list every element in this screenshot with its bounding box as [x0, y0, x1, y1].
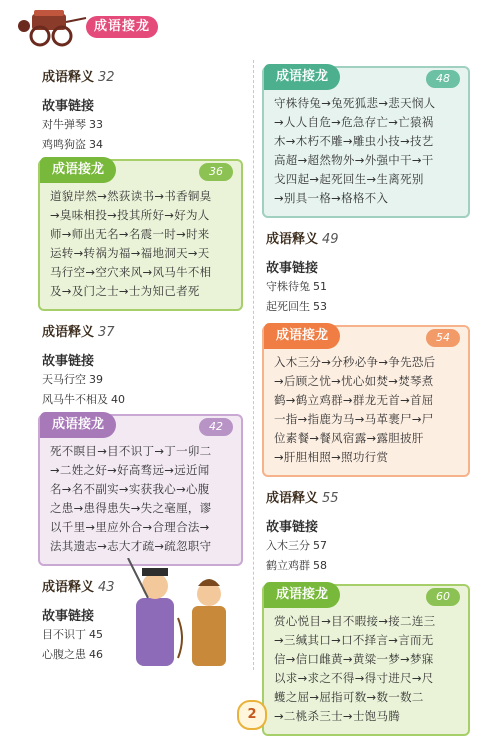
cart-icon [14, 4, 88, 48]
box-page-number: 60 [426, 588, 460, 606]
box-page-number: 42 [199, 418, 233, 436]
section-title: 成语释义 43 [42, 580, 115, 595]
box-label: 成语接龙 [264, 64, 340, 90]
list-item[interactable]: 鸡鸣狗盗 34 [42, 138, 103, 151]
section-title: 成语释义 49 [266, 232, 339, 247]
idiom-chain-text: 入木三分→分秒必争→争先恐后 →后顾之忧→忧心如焚→焚琴煮 鹤→鹤立鸡群→群龙无首→首屈 一指→指鹿为马→马革裹尸→尸 位素餐→餐风宿露→露胆披肝 →肝胆相照→照功行赏 [274, 355, 436, 464]
story-link-title: 故事链接 [266, 261, 319, 276]
story-link-title: 故事链接 [42, 354, 95, 369]
page-number: 2 [237, 700, 267, 730]
list-item[interactable]: 守株待兔 51 [266, 280, 327, 293]
idiom-chain-box [38, 414, 243, 566]
list-item[interactable]: 天马行空 39 [42, 373, 103, 386]
idiom-chain-box [38, 159, 243, 311]
box-label: 成语接龙 [264, 323, 340, 349]
idiom-chain-box [262, 325, 470, 477]
box-label: 成语接龙 [40, 412, 116, 438]
box-page-number: 36 [199, 163, 233, 181]
header-title: 成语接龙 [86, 16, 158, 38]
story-link-title: 故事链接 [42, 609, 95, 624]
list-item[interactable]: 起死回生 53 [266, 300, 327, 313]
idiom-chain-box [262, 584, 470, 736]
box-label: 成语接龙 [264, 582, 340, 608]
list-item[interactable]: 鹤立鸡群 58 [266, 559, 327, 572]
box-label: 成语接龙 [40, 157, 116, 183]
section-title: 成语释义 55 [266, 491, 339, 506]
story-link-title: 故事链接 [266, 520, 319, 535]
list-item[interactable]: 入木三分 57 [266, 539, 327, 552]
section-title: 成语释义 32 [42, 70, 115, 85]
idiom-chain-text: 道貌岸然→然荻读书→书香铜臭 →臭味相投→投其所好→好为人 师→师出无名→名震一时→时来 运转→转祸为福→福地洞天→天 马行空→空穴来风→风马牛不相 及→及门之士→士为知己者死 [50, 189, 212, 298]
column-divider [253, 60, 254, 670]
idiom-chain-box [262, 66, 470, 218]
story-link-title: 故事链接 [42, 99, 95, 114]
page-header [14, 4, 214, 48]
list-item[interactable]: 目不识丁 45 [42, 628, 103, 641]
idiom-chain-text: 赏心悦目→目不暇接→接二连三 →三缄其口→口不择言→言而无 信→信口雌黄→黄粱一梦→梦寐 以求→求之不得→得寸进尺→尺 蠖之屈→屈指可数→数一数二 →二桃杀三士→士饱马腾 [274, 614, 436, 723]
list-item[interactable]: 对牛弹琴 33 [42, 118, 103, 131]
two-figures-illustration [118, 558, 248, 673]
right-column [262, 66, 470, 746]
box-page-number: 54 [426, 329, 460, 347]
section-title: 成语释义 37 [42, 325, 115, 340]
list-item[interactable]: 心腹之患 46 [42, 648, 103, 661]
idiom-chain-text: 守株待兔→兔死狐悲→悲天悯人 →人人自危→危急存亡→亡猿祸 木→木朽不雕→雕虫小技→技艺 高超→超然物外→外强中干→干 戈四起→起死回生→生离死别 →别具一格→格格不入 [274, 96, 436, 205]
list-item[interactable]: 风马牛不相及 40 [42, 393, 125, 406]
box-page-number: 48 [426, 70, 460, 88]
idiom-chain-text: 死不瞑目→目不识丁→丁一卯二 →二姓之好→好高骛远→远近闻 名→名不副实→实获我心→心腹 之患→患得患失→失之毫厘，谬 以千里→里应外合→合理合法→ 法其遗志→志大才疏→疏忽职守 [50, 444, 212, 553]
